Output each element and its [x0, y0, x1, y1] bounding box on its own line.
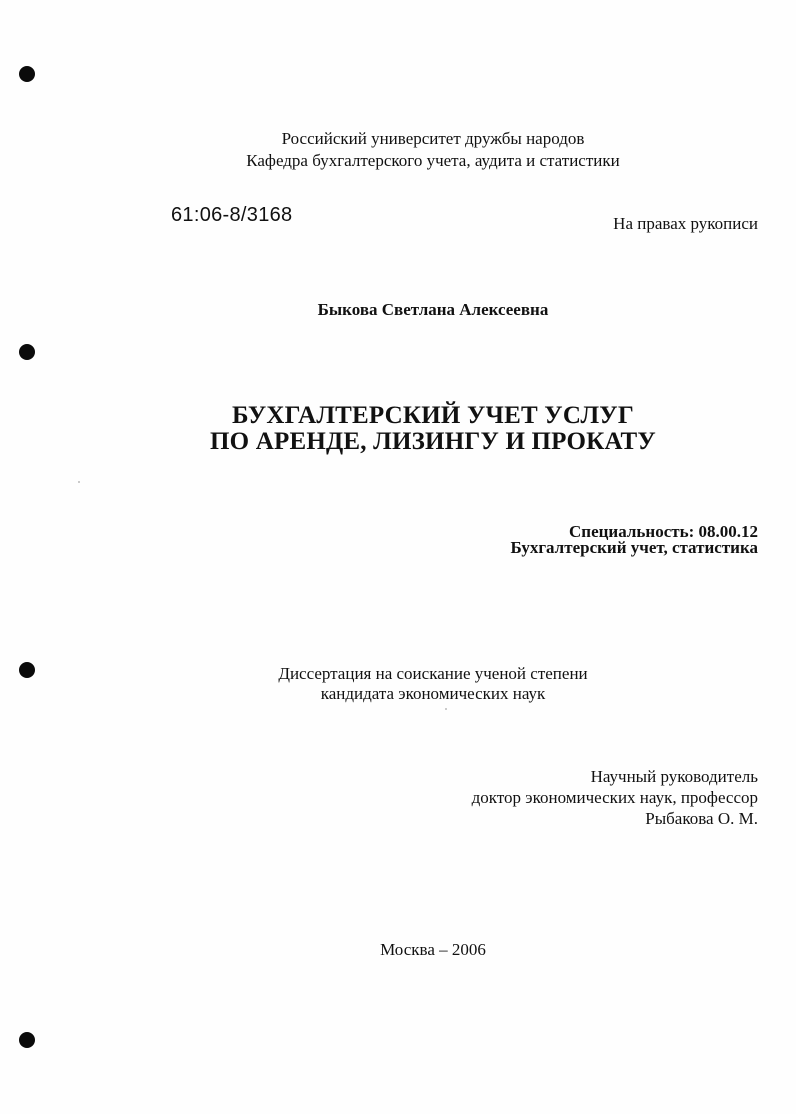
city-year: Москва – 2006	[380, 940, 486, 959]
scan-speck	[445, 708, 447, 710]
punch-hole-mark	[19, 1032, 35, 1048]
department-name: Кафедра бухгалтерского учета, аудита и статистики	[246, 151, 620, 170]
university-name: Российский университет дружбы народов	[281, 129, 585, 148]
manuscript-rights-note: На правах рукописи	[613, 214, 758, 233]
author-name: Быкова Светлана Алексеевна	[317, 300, 549, 319]
supervisor-degree: доктор экономических наук, профессор	[471, 788, 758, 807]
supervisor-name: Рыбакова О. М.	[645, 809, 758, 828]
scan-speck	[78, 481, 80, 483]
dissertation-title-line-2: ПО АРЕНДЕ, ЛИЗИНГУ И ПРОКАТУ	[210, 428, 656, 455]
degree-statement-line-2: кандидата экономических наук	[320, 684, 546, 703]
punch-hole-mark	[19, 344, 35, 360]
degree-statement-line-1: Диссертация на соискание ученой степени	[278, 664, 588, 683]
specialty-name: Бухгалтерский учет, статистика	[510, 538, 758, 557]
supervisor-role: Научный руководитель	[590, 767, 758, 786]
dissertation-title-line-1: БУХГАЛТЕРСКИЙ УЧЕТ УСЛУГ	[232, 402, 634, 429]
punch-hole-mark	[19, 66, 35, 82]
library-stamp-code: 61:06-8/3168	[171, 204, 293, 226]
specialty-code: Специальность: 08.00.12	[569, 522, 758, 541]
